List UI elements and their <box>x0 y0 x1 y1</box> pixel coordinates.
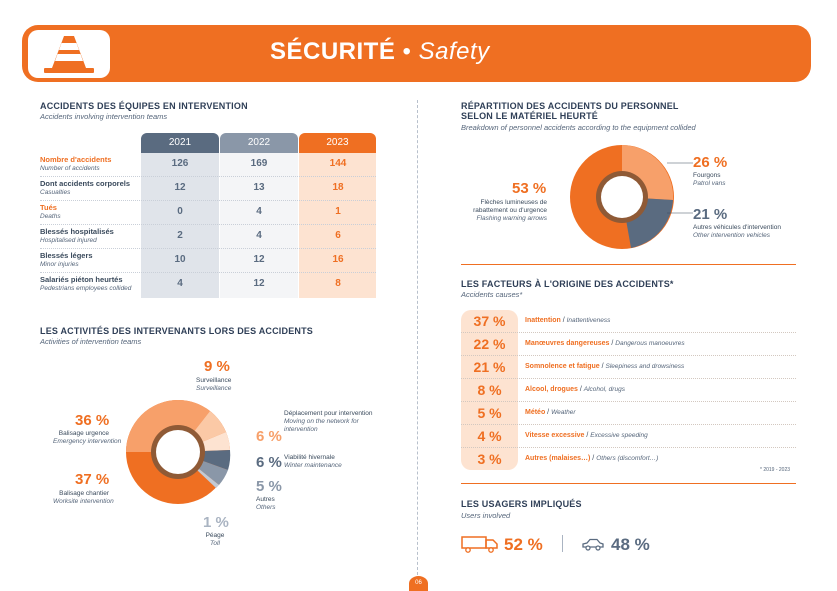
section-divider <box>461 483 796 484</box>
causes-subtitle: Accidents causes* <box>461 290 523 299</box>
activities-subtitle: Activities of intervention teams <box>40 337 142 346</box>
table-row: Blessés légers Minor injuries 10 12 16 <box>40 249 376 273</box>
users-divider <box>562 535 563 552</box>
table-row: Dont accidents corporels Casualties 12 13 18 <box>40 177 376 201</box>
year-header-2021: 2021 <box>141 133 219 153</box>
list-item: 4 % Vitesse excessive / Excessive speeding <box>461 425 796 448</box>
logo <box>28 30 110 78</box>
list-item: 37 % Inattention / Inattentiveness <box>461 310 796 333</box>
users-title: LES USAGERS IMPLIQUÉS <box>461 499 582 509</box>
page-title: SÉCURITÉ • Safety <box>270 38 490 65</box>
equipment-subtitle: Breakdown of personnel accidents according to the equipment collided <box>461 123 696 132</box>
users-subtitle: Users involved <box>461 511 511 520</box>
traffic-cone-icon <box>28 30 110 78</box>
list-item: 21 % Somnolence et fatigue / Sleepiness and drowsiness <box>461 356 796 379</box>
year-header-2023: 2023 <box>299 133 376 153</box>
truck-icon <box>461 535 499 553</box>
equipment-donut-chart <box>567 142 677 252</box>
car-icon <box>581 538 605 551</box>
list-item: 5 % Météo / Weather <box>461 402 796 425</box>
year-header-2022: 2022 <box>220 133 298 153</box>
table-row: Blessés hospitalisés Hospitalised injured 2 4 6 <box>40 225 376 249</box>
column-divider <box>417 100 418 580</box>
table-row: Nombre d'accidents Number of accidents 126 169 144 <box>40 153 376 177</box>
truck-percent: 52 % <box>504 535 543 554</box>
accidents-teams-subtitle: Accidents involving intervention teams <box>40 112 168 121</box>
activities-donut-chart <box>118 392 238 512</box>
equipment-title: RÉPARTITION DES ACCIDENTS DU PERSONNEL SELON LE MATÉRIEL HEURTÉ <box>461 101 679 121</box>
table-row: Tués Deaths 0 4 1 <box>40 201 376 225</box>
table-row: Salariés piéton heurtés Pedestrians employees collided 4 12 8 <box>40 275 341 292</box>
page-number: 06 <box>409 576 428 591</box>
section-divider <box>461 264 796 265</box>
causes-footnote: * 2019 - 2023 <box>760 467 791 473</box>
causes-title: LES FACTEURS À L'ORIGINE DES ACCIDENTS* <box>461 279 674 289</box>
car-percent: 48 % <box>611 535 650 554</box>
leader-lines <box>667 155 693 219</box>
accidents-teams-title: ACCIDENTS DES ÉQUIPES EN INTERVENTION <box>40 101 248 111</box>
activities-title: LES ACTIVITÉS DES INTERVENANTS LORS DES ACCIDENTS <box>40 326 313 336</box>
list-item: 3 % Autres (malaises…) / Others (discomfort…) <box>477 451 659 467</box>
list-item: 22 % Manœuvres dangereuses / Dangerous manoeuvres <box>461 333 796 356</box>
list-item: 8 % Alcool, drogues / Alcohol, drugs <box>461 379 796 402</box>
